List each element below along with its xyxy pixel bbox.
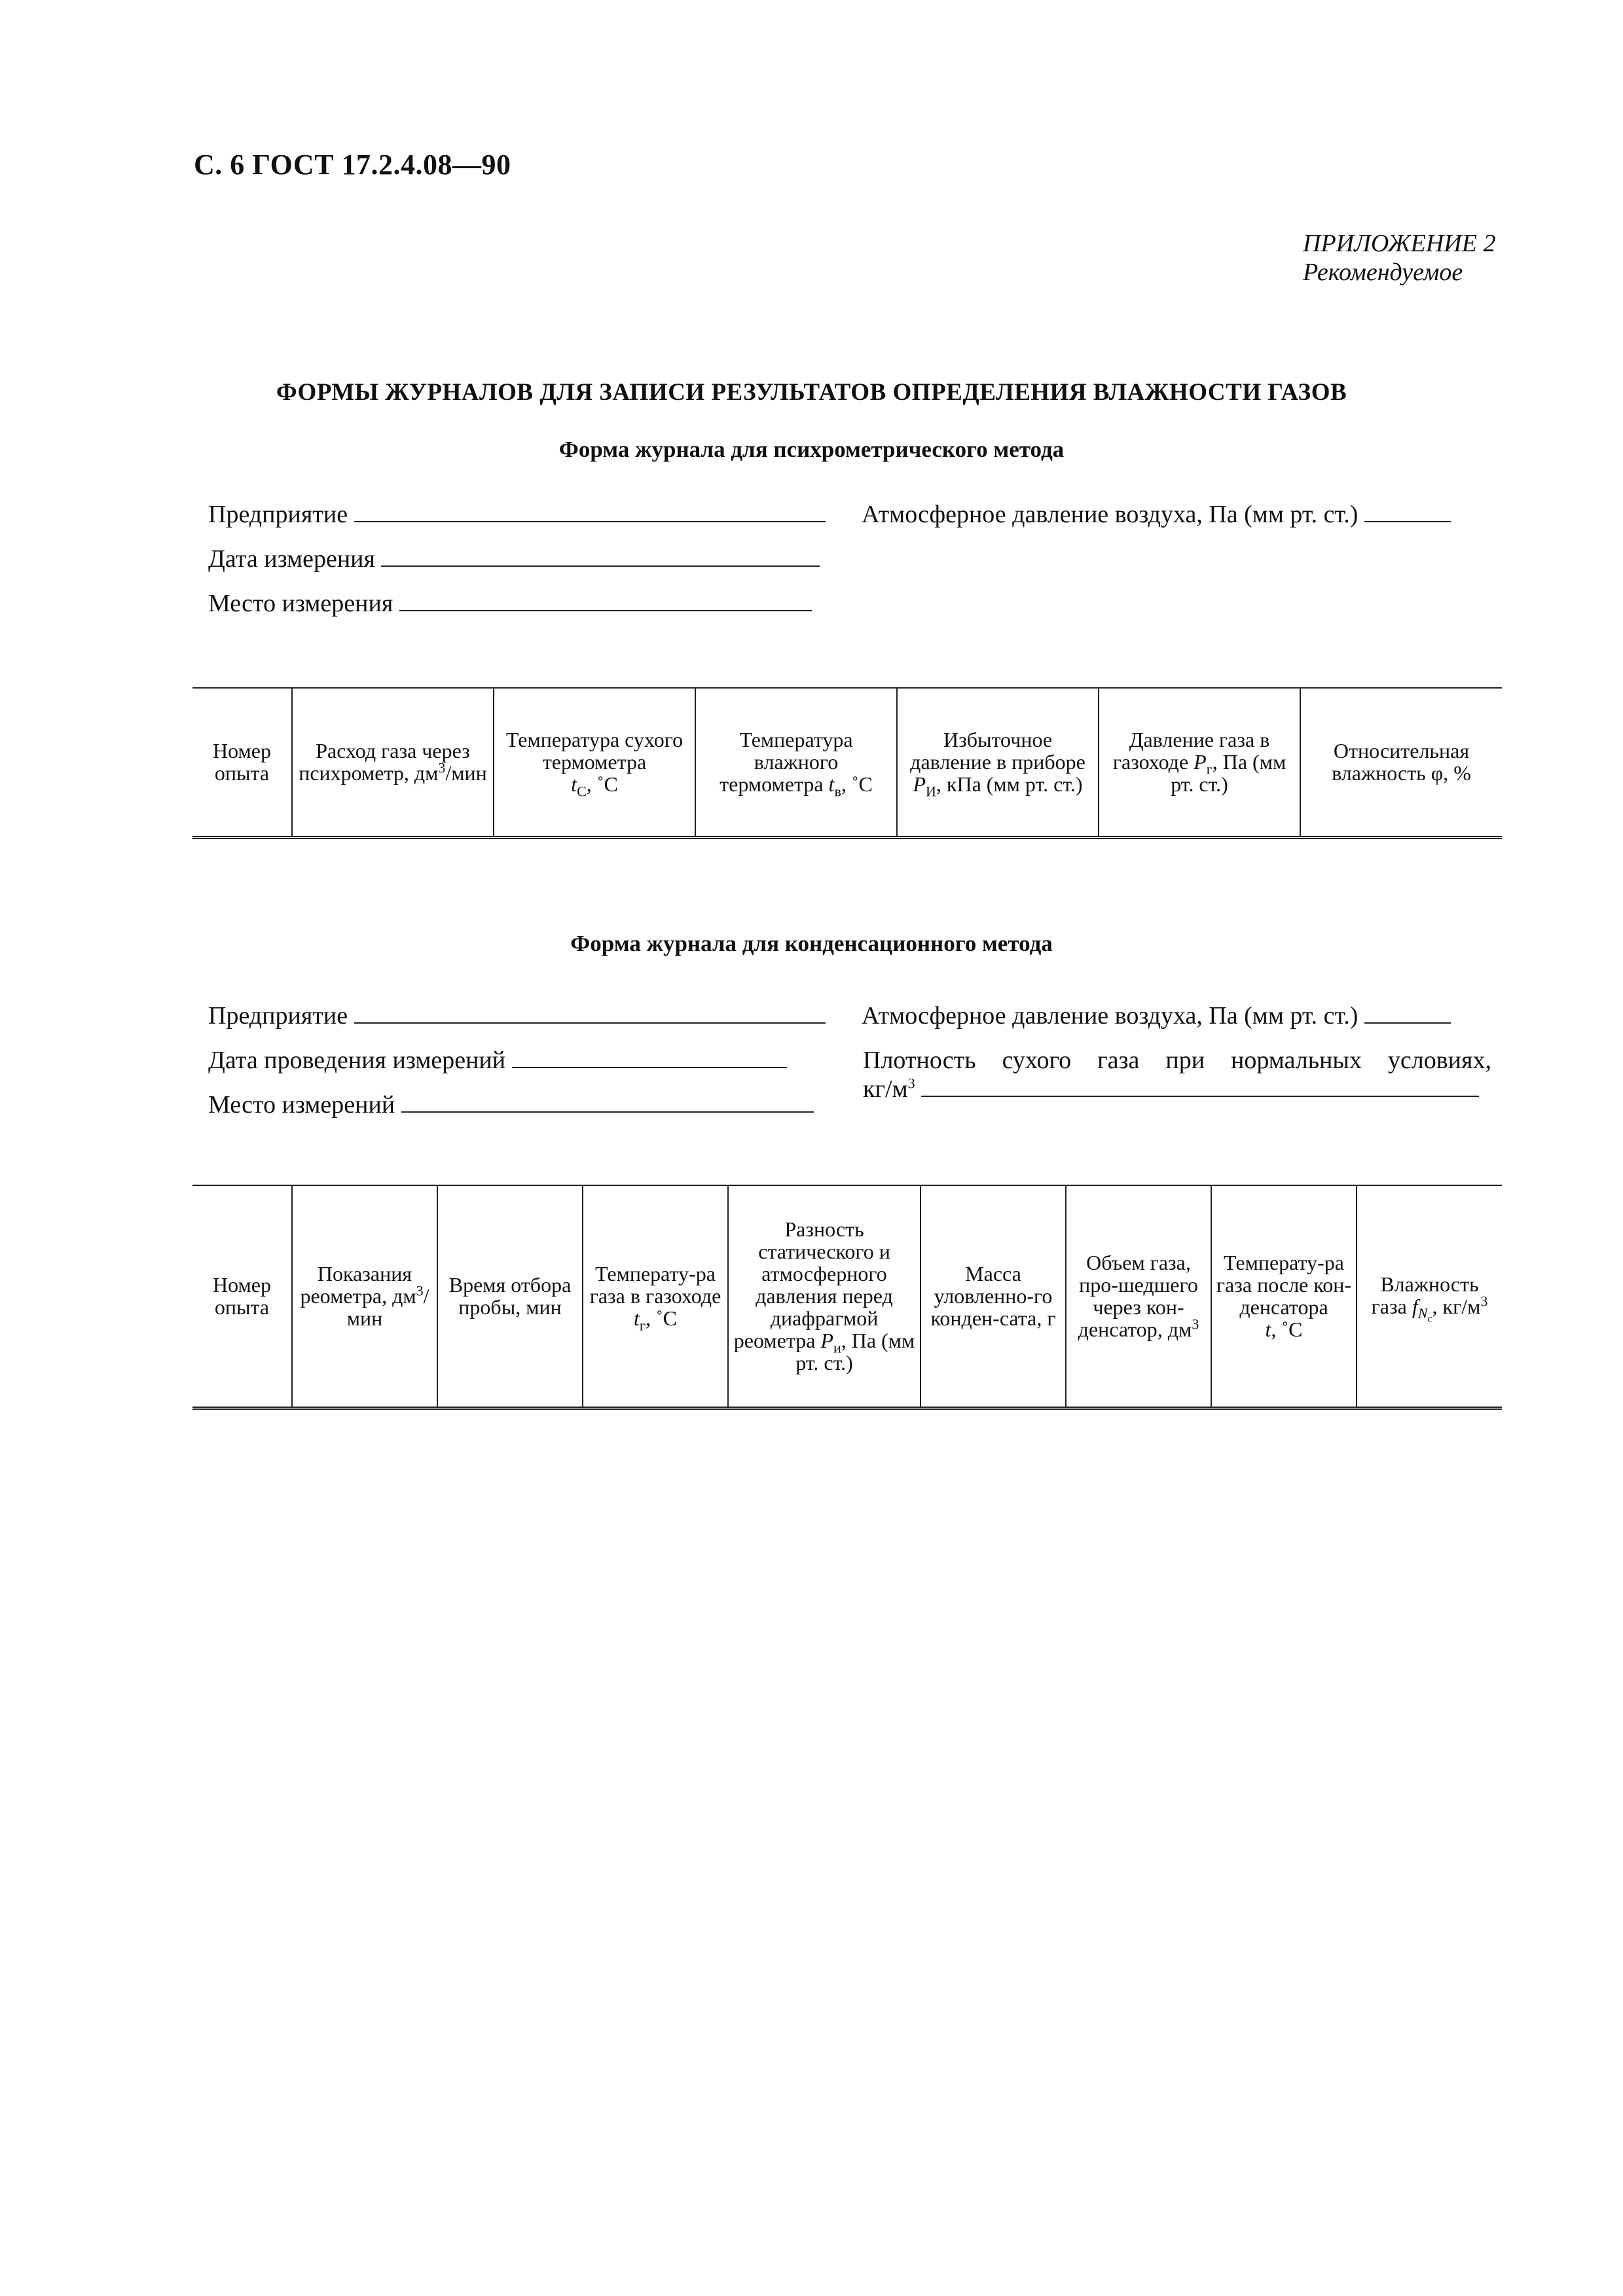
cond-date-line[interactable] — [512, 1047, 787, 1068]
col-gas-temperature-duct: Температу-ра газа в газоходе $t_г$, ˚С — [583, 1185, 728, 1408]
col-gas-humidity: Влажность газа $f_{N_c}$, $кг/м^3$ — [1357, 1185, 1502, 1408]
col-sampling-time: Время отбора пробы, мин — [437, 1185, 583, 1408]
cond-density-unit-field: $кг/м^3$ — [863, 1075, 1479, 1103]
psychrometric-section-title: Форма журнала для психрометрического метода — [558, 437, 1065, 462]
psychro-pressure-field — [862, 500, 1451, 529]
col-experiment-number: Номер опыта — [213, 1273, 271, 1319]
cond-date-label: Дата проведения измерений — [208, 1047, 506, 1074]
cond-place-label: Место измерений — [208, 1091, 395, 1119]
cond-date-field — [208, 1046, 787, 1075]
col-excess-pressure: Избыточное давление в приборе $P_И$, кПа (мм рт. ст.) — [897, 688, 1099, 837]
psychro-date-line[interactable] — [381, 546, 820, 567]
psychro-pressure-label: Атмосферное давление воздуха, Па (мм рт. ст.) — [862, 501, 1359, 528]
col-wet-temperature: Температура влажного термометра $t_в$, ˚С — [695, 688, 897, 837]
cond-enterprise-line[interactable] — [354, 1003, 826, 1024]
col-duct-pressure: Давление газа в газоходе $P_г$, Па (мм рт. ст.) — [1099, 688, 1300, 837]
col-pressure-difference: Разность статического и атмосферного давления перед диафрагмой реометра $P_и$, Па (мм рт. ст.) — [728, 1185, 921, 1408]
page-header: С. 6 ГОСТ 17.2.4.08—90 — [194, 149, 511, 181]
psychro-place-line[interactable] — [399, 590, 812, 611]
condensation-section-title: Форма журнала для конденсационного метода — [570, 931, 1053, 956]
condensation-journal-table — [192, 1185, 1502, 1410]
main-title: ФОРМЫ ЖУРНАЛОВ ДЛЯ ЗАПИСИ РЕЗУЛЬТАТОВ ОПРЕДЕЛЕНИЯ ВЛАЖНОСТИ ГАЗОВ — [276, 379, 1347, 406]
col-experiment-number: Номер опыта — [213, 739, 271, 785]
psychro-date-label: Дата измерения — [208, 545, 375, 573]
cond-pressure-field — [862, 1001, 1451, 1030]
table-header-row — [192, 688, 1502, 837]
cond-place-line[interactable] — [401, 1092, 814, 1113]
cond-density-unit: кг/м — [863, 1075, 908, 1103]
appendix-subtitle: Рекомендуемое — [1303, 259, 1463, 286]
col-dry-temperature: Температура сухого термометра $t_С$, ˚С — [494, 688, 695, 837]
psychro-enterprise-label: Предприятие — [208, 501, 348, 528]
appendix-label — [1303, 229, 1495, 287]
table-header-row — [192, 1185, 1502, 1408]
cond-place-field — [208, 1090, 814, 1119]
psychro-pressure-line[interactable] — [1364, 501, 1451, 522]
col-gas-flow: Расход газа через психрометр, $дм^3$/мин — [292, 688, 494, 837]
col-gas-temperature-after: Температу-ра газа после кон-денсатора t, ˚С — [1211, 1185, 1357, 1408]
cond-density-label: Плотность сухого газа при нормальных условиях, — [863, 1047, 1491, 1074]
cond-density-field — [863, 1046, 1491, 1075]
psychro-place-label: Место измерения — [208, 590, 393, 617]
psychro-enterprise-line[interactable] — [354, 501, 826, 522]
cond-pressure-label: Атмосферное давление воздуха, Па (мм рт. ст.) — [862, 1002, 1359, 1030]
col-condensate-mass: Масса уловленно-го конден-сата, г — [921, 1185, 1066, 1408]
psychro-place-field — [208, 589, 812, 618]
col-gas-volume: Объем газа, про-шедшего через кон-денсатор, $дм^3$ — [1066, 1185, 1211, 1408]
cond-pressure-line[interactable] — [1364, 1003, 1451, 1024]
cond-enterprise-label: Предприятие — [208, 1002, 348, 1030]
psychro-enterprise-field — [208, 500, 826, 529]
col-rheometer-readings: Показания реометра, $дм^3$/мин — [292, 1185, 437, 1408]
cond-density-line[interactable] — [921, 1076, 1479, 1097]
col-relative-humidity: Относительная влажность φ, % — [1300, 688, 1502, 837]
cond-enterprise-field — [208, 1001, 826, 1030]
psychrometric-journal-table — [192, 687, 1502, 839]
appendix-title: ПРИЛОЖЕНИЕ 2 — [1303, 230, 1496, 257]
psychro-date-field — [208, 545, 820, 573]
